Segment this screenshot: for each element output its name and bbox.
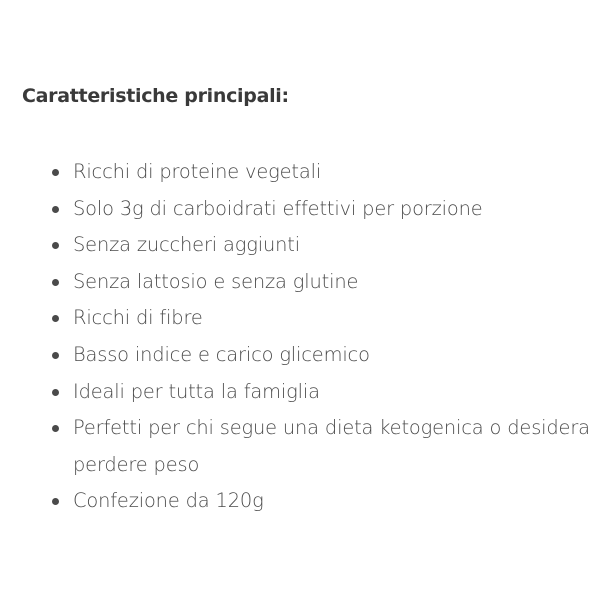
- feature-item: [52, 483, 592, 520]
- bullet-icon: [52, 498, 59, 505]
- bullet-icon: [52, 206, 59, 213]
- features-list: [52, 154, 592, 520]
- feature-item: [52, 337, 592, 374]
- feature-text: Senza zuccheri aggiunti: [73, 233, 300, 257]
- feature-item: [52, 264, 592, 301]
- feature-text: Senza lattosio e senza glutine: [73, 269, 359, 293]
- bullet-icon: [52, 315, 59, 322]
- bullet-icon: [52, 352, 59, 359]
- feature-text: Solo 3g di carboidrati effettivi per porzione: [73, 196, 483, 220]
- feature-text: Ideali per tutta la famiglia: [73, 379, 320, 403]
- bullet-icon: [52, 425, 59, 432]
- feature-item: [52, 300, 592, 337]
- feature-item: [52, 374, 592, 411]
- feature-text: Ricchi di fibre: [73, 306, 203, 330]
- feature-text: Basso indice e carico glicemico: [73, 342, 370, 366]
- bullet-icon: [52, 169, 59, 176]
- feature-text: Ricchi di proteine vegetali: [73, 160, 322, 183]
- feature-item: [52, 191, 592, 228]
- section-heading: Caratteristiche principali:: [22, 85, 289, 107]
- feature-item: [52, 227, 592, 264]
- bullet-icon: [52, 279, 59, 286]
- feature-item: [52, 154, 592, 191]
- feature-item: [52, 410, 592, 483]
- bullet-icon: [52, 389, 59, 396]
- bullet-icon: [52, 242, 59, 249]
- features-section: [22, 82, 592, 513]
- feature-text: Confezione da 120g: [73, 489, 264, 513]
- feature-text: Perfetti per chi segue una dieta ketogenica o desidera perdere peso: [73, 416, 590, 476]
